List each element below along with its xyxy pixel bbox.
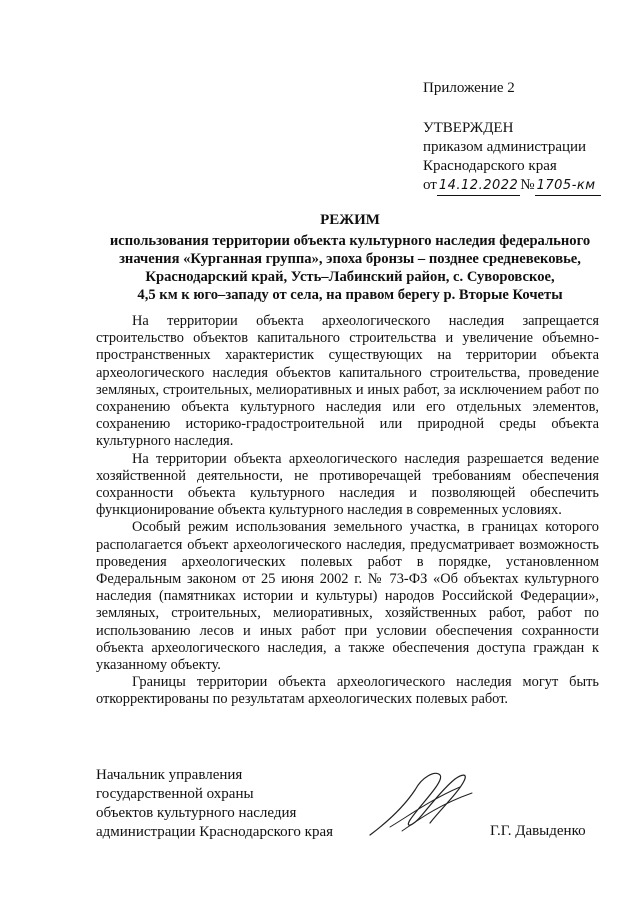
number-sign: № [520,177,535,193]
document-title [80,211,620,304]
paragraph: На территории объекта археологического наследия запрещается строительство объектов капитального строительства и увеличение объемно-пространственных характеристик существующих на территории объекта археологического наследия объектов капитального строительства, проведение земляных, строительных, мелиоративных и иных работ, за исключением работ по сохранению объекта культурного наследия или его отдельных элементов, сохранению историко-градостроительной или природной среды объекта культурного наследия. [96,313,599,450]
handwritten-number: 1705-км [536,178,596,193]
position-line: объектов культурного наследия [96,805,297,821]
approval-date-line [423,176,601,196]
title-line: 4,5 км к юго–западу от села, на правом берегу р. Вторые Кочеты [137,287,563,303]
position-line: Начальник управления [96,767,243,783]
approval-line: Краснодарского края [423,158,557,174]
appendix-label: Приложение 2 [423,80,515,96]
handwritten-date: 14.12.2022 [438,178,519,193]
title-line: Краснодарский край, Усть–Лабинский район, с. Суворовское, [145,269,555,285]
position-line: администрации Краснодарского края [96,824,334,840]
position-line: государственной охраны [96,786,254,802]
title-heading: РЕЖИМ [320,212,380,228]
approval-block [423,119,601,196]
date-prefix: от [423,177,437,193]
signatory-name: Г.Г. Давыденко [490,823,586,839]
signatory-position [96,766,333,842]
paragraph: Особый режим использования земельного участка, в границах которого располагается объект археологического наследия, предусматривает возможность проведения археологических полевых работ в порядке, установленном Федеральным законом от 25 июня 2002 г. № 73-ФЗ «Об объектах культурного наследия (памятниках истории и культуры) народов Российской Федерации», земляных, строительных, мелиоративных, хозяйственных работ, работ по использованию лесов и иных работ при условии обеспечения сохранности объекта археологического наследия, а также обеспечения доступа граждан к указанному объекту. [96,519,599,674]
paragraph: Границы территории объекта археологического наследия могут быть откорректированы по результатам археологических полевых работ. [96,674,599,708]
document-body [96,313,599,709]
title-line: использования территории объекта культурного наследия федерального [109,233,591,249]
approval-line: приказом администрации [423,139,587,155]
approval-title: УТВЕРЖДЕН [423,120,514,136]
title-line: значения «Курганная группа», эпоха бронзы – позднее средневековье, [119,251,581,267]
handwritten-signature [360,765,480,845]
paragraph: На территории объекта археологического наследия разрешается ведение хозяйственной деятельности, не противоречащей требованиям обеспечения сохранности объекта культурного наследия и позволяющей обеспечить функционирование объекта культурного наследия в современных условиях. [96,450,599,519]
